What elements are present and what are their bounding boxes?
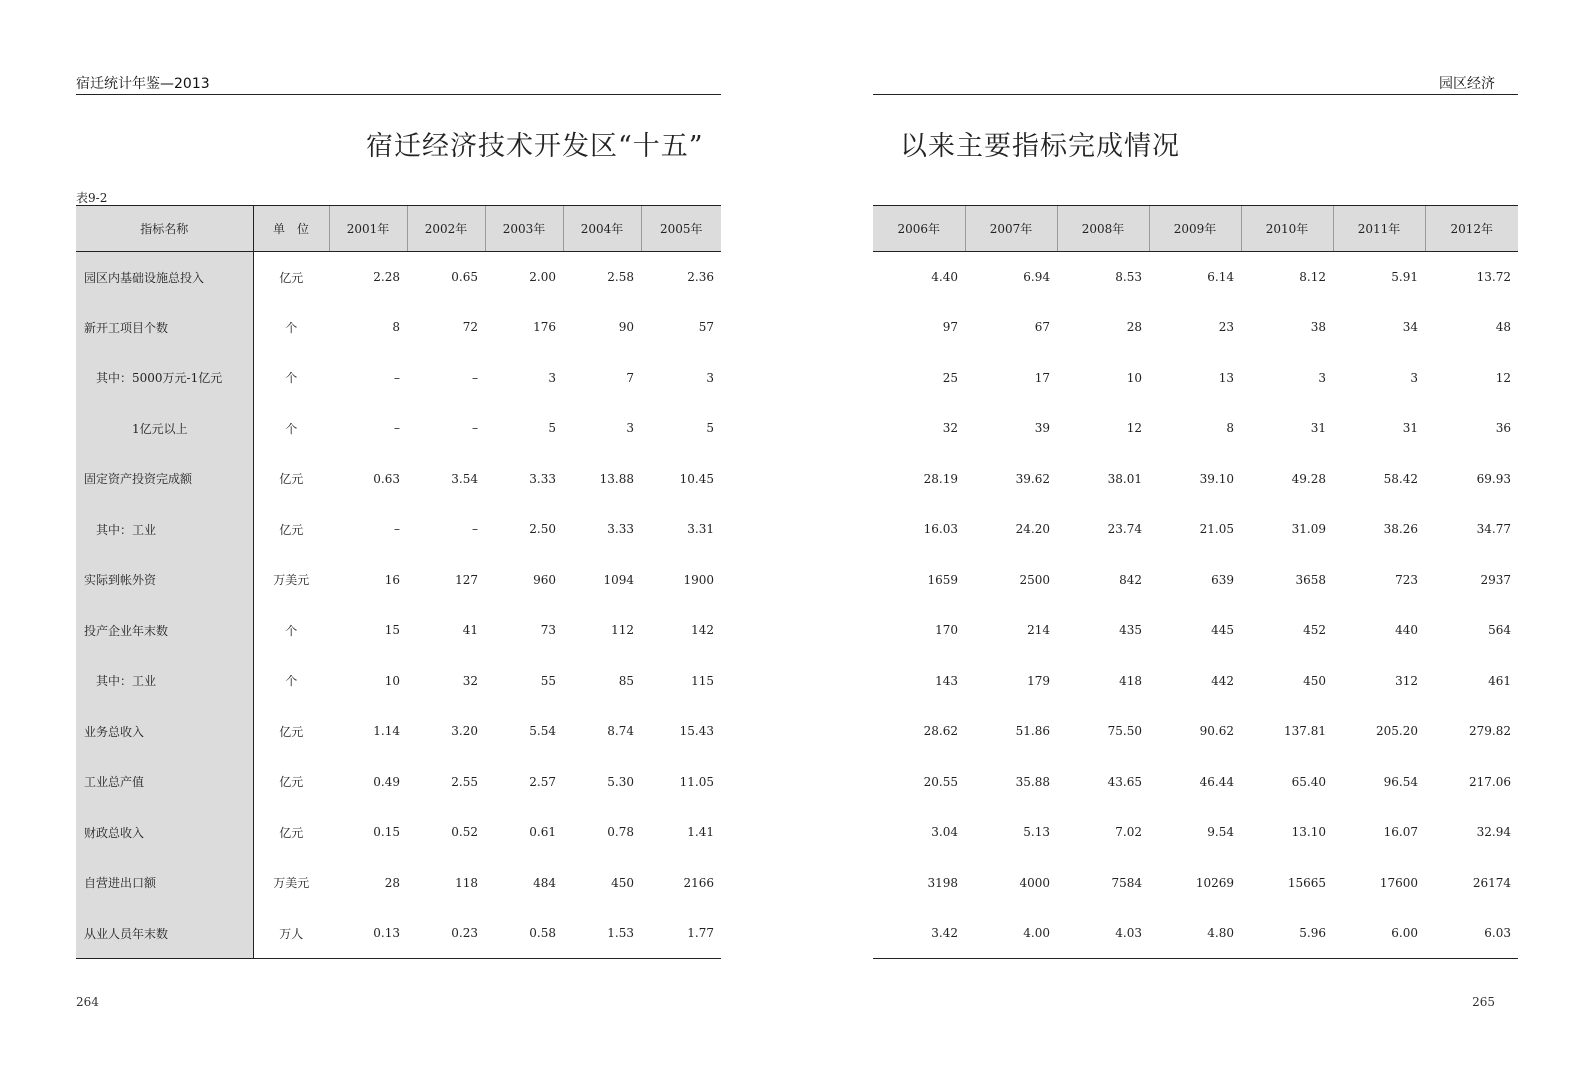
- indicator-name: 实际到帐外资: [76, 555, 253, 606]
- value-cell: 38.01: [1107, 471, 1142, 486]
- value-cell: 15: [384, 623, 400, 638]
- unit-cell: 万美元: [273, 573, 310, 588]
- value-cell: 170: [935, 623, 958, 638]
- value-cell: 6.03: [1425, 908, 1518, 959]
- value-cell: 1094: [603, 572, 634, 587]
- table-row: [76, 555, 721, 606]
- value-cell: 143: [935, 673, 958, 688]
- indicator-name: 园区内基础设施总投入: [76, 252, 253, 303]
- value-cell: 58.42: [1383, 471, 1418, 486]
- table-row: [76, 454, 721, 505]
- table-row: [873, 454, 1518, 505]
- value-cell: 57: [698, 320, 714, 335]
- value-cell: 17: [1034, 370, 1050, 385]
- indicator-name: 固定资产投资完成额: [76, 454, 253, 505]
- value-cell: 36: [1495, 421, 1511, 436]
- table-row: [76, 504, 721, 555]
- value-cell: 39.10: [1199, 471, 1234, 486]
- column-header: 2005年: [641, 206, 721, 252]
- value-cell: –: [472, 522, 478, 537]
- value-cell: 0.58: [485, 908, 563, 959]
- value-cell: 3.31: [687, 522, 714, 537]
- value-cell: 442: [1211, 673, 1234, 688]
- value-cell: 12: [1495, 370, 1511, 385]
- value-cell: 28: [384, 875, 400, 890]
- value-cell: 85: [618, 673, 634, 688]
- value-cell: 38.26: [1383, 522, 1418, 537]
- value-cell: 3: [706, 370, 714, 385]
- value-cell: 0.15: [373, 825, 400, 840]
- table-row: [873, 504, 1518, 555]
- value-cell: 3: [548, 370, 556, 385]
- value-cell: 43.65: [1107, 774, 1142, 789]
- value-cell: 484: [533, 875, 556, 890]
- table-row: [76, 656, 721, 707]
- value-cell: 8.12: [1299, 270, 1326, 284]
- table-row: [873, 706, 1518, 757]
- column-header: 2006年: [873, 206, 965, 252]
- value-cell: 118: [455, 875, 478, 890]
- indicator-name: 自营进出口额: [76, 858, 253, 909]
- value-cell: 2937: [1480, 572, 1511, 587]
- value-cell: 41: [462, 623, 478, 638]
- value-cell: 4.40: [931, 270, 958, 284]
- table-row: [76, 807, 721, 858]
- value-cell: 205.20: [1376, 724, 1418, 739]
- indicator-name: 投产企业年末数: [76, 605, 253, 656]
- value-cell: 8: [1226, 421, 1234, 436]
- value-cell: 217.06: [1469, 774, 1511, 789]
- value-cell: 2.50: [529, 522, 556, 537]
- table-row: [76, 908, 721, 959]
- value-cell: 32: [942, 421, 958, 436]
- value-cell: 115: [691, 673, 714, 688]
- table-row: [76, 605, 721, 656]
- value-cell: 32.94: [1476, 825, 1511, 840]
- unit-cell: 个: [285, 421, 298, 436]
- table-row: [76, 706, 721, 757]
- value-cell: 445: [1211, 623, 1234, 638]
- running-header-right: 园区经济: [1439, 76, 1495, 92]
- indicator-name: 从业人员年末数: [76, 908, 253, 959]
- table-row: [873, 656, 1518, 707]
- column-header: 2011年: [1333, 206, 1425, 252]
- table-row: [76, 403, 721, 454]
- value-cell: 31.09: [1291, 522, 1326, 537]
- value-cell: 13.10: [1291, 825, 1326, 840]
- value-cell: 2.00: [529, 270, 556, 284]
- table-row: [873, 302, 1518, 353]
- value-cell: 2.58: [607, 270, 634, 284]
- value-cell: 3: [1410, 370, 1418, 385]
- value-cell: 2.57: [529, 774, 556, 789]
- value-cell: 31: [1310, 421, 1326, 436]
- indicator-name: 1亿元以上: [76, 403, 253, 454]
- value-cell: 418: [1119, 673, 1142, 688]
- unit-cell: 亿元: [279, 724, 304, 739]
- value-cell: 8.74: [607, 724, 634, 739]
- value-cell: 3: [1318, 370, 1326, 385]
- value-cell: 67: [1034, 320, 1050, 335]
- value-cell: 97: [942, 320, 958, 335]
- table-row: [76, 252, 721, 303]
- value-cell: 24.20: [1015, 522, 1050, 537]
- value-cell: 564: [1488, 623, 1511, 638]
- value-cell: 72: [462, 320, 478, 335]
- value-cell: 3.42: [873, 908, 965, 959]
- value-cell: 13.72: [1476, 270, 1511, 284]
- value-cell: 48: [1495, 320, 1511, 335]
- value-cell: 450: [611, 875, 634, 890]
- column-header: 2007年: [965, 206, 1057, 252]
- indicator-name: 业务总收入: [76, 706, 253, 757]
- value-cell: 10: [384, 673, 400, 688]
- column-header: 2001年: [329, 206, 407, 252]
- value-cell: 0.13: [329, 908, 407, 959]
- value-cell: 49.28: [1291, 471, 1326, 486]
- value-cell: 35.88: [1015, 774, 1050, 789]
- value-cell: 0.23: [407, 908, 485, 959]
- table-row: [873, 858, 1518, 909]
- value-cell: 5.91: [1391, 270, 1418, 284]
- value-cell: 3.20: [451, 724, 478, 739]
- value-cell: 10269: [1195, 875, 1234, 890]
- table-row: [873, 403, 1518, 454]
- table-row: [873, 908, 1518, 959]
- value-cell: 39.62: [1015, 471, 1050, 486]
- column-header: 2010年: [1241, 206, 1333, 252]
- value-cell: 8: [392, 320, 400, 335]
- value-cell: 39: [1034, 421, 1050, 436]
- value-cell: 26174: [1472, 875, 1511, 890]
- value-cell: 16: [384, 572, 400, 587]
- value-cell: 3.54: [451, 471, 478, 486]
- value-cell: 0.49: [373, 774, 400, 789]
- value-cell: 73: [540, 623, 556, 638]
- value-cell: 9.54: [1207, 825, 1234, 840]
- value-cell: 1.14: [373, 724, 400, 739]
- column-header: 2009年: [1149, 206, 1241, 252]
- value-cell: 15.43: [679, 724, 714, 739]
- table-title-right: 以来主要指标完成情况: [900, 131, 1180, 162]
- column-header: 2003年: [485, 206, 563, 252]
- value-cell: 176: [533, 320, 556, 335]
- value-cell: 25: [942, 370, 958, 385]
- value-cell: 16.07: [1383, 825, 1418, 840]
- indicator-name: 其中：工业: [76, 656, 253, 707]
- value-cell: 6.14: [1207, 270, 1234, 284]
- value-cell: 5.54: [529, 724, 556, 739]
- unit-cell: 亿元: [279, 472, 304, 487]
- value-cell: 28.19: [923, 471, 958, 486]
- value-cell: 1.53: [563, 908, 641, 959]
- value-cell: 12: [1126, 421, 1142, 436]
- table-number: 表9-2: [76, 191, 108, 205]
- table-row: [873, 757, 1518, 808]
- value-cell: 7.02: [1115, 825, 1142, 840]
- page-number-left: 264: [76, 995, 99, 1009]
- column-header: 2004年: [563, 206, 641, 252]
- value-cell: 5.96: [1241, 908, 1333, 959]
- table-row: [76, 302, 721, 353]
- value-cell: 38: [1310, 320, 1326, 335]
- value-cell: 28: [1126, 320, 1142, 335]
- value-cell: 1659: [927, 572, 958, 587]
- value-cell: 639: [1211, 572, 1234, 587]
- value-cell: 90.62: [1199, 724, 1234, 739]
- value-cell: 4000: [1019, 875, 1050, 890]
- value-cell: 214: [1027, 623, 1050, 638]
- table-row: [76, 353, 721, 404]
- table-row: [873, 353, 1518, 404]
- indicator-name: 工业总产值: [76, 757, 253, 808]
- value-cell: 3.33: [607, 522, 634, 537]
- value-cell: 723: [1395, 572, 1418, 587]
- header-rule-right: [873, 94, 1518, 95]
- value-cell: 0.63: [373, 471, 400, 486]
- header-row: [873, 206, 1518, 252]
- value-cell: 1.77: [641, 908, 721, 959]
- table-row: [873, 605, 1518, 656]
- column-header: 2012年: [1425, 206, 1518, 252]
- indicator-name: 其中：5000万元-1亿元: [76, 353, 253, 404]
- value-cell: 2.55: [451, 774, 478, 789]
- value-cell: 137.81: [1284, 724, 1326, 739]
- value-cell: 13.88: [599, 471, 634, 486]
- value-cell: 461: [1488, 673, 1511, 688]
- value-cell: –: [394, 370, 400, 385]
- value-cell: 435: [1119, 623, 1142, 638]
- value-cell: 3.04: [931, 825, 958, 840]
- value-cell: 179: [1027, 673, 1050, 688]
- value-cell: –: [472, 370, 478, 385]
- value-cell: 312: [1395, 673, 1418, 688]
- value-cell: 34.77: [1476, 522, 1511, 537]
- value-cell: 69.93: [1476, 471, 1511, 486]
- value-cell: –: [394, 522, 400, 537]
- column-header: 2002年: [407, 206, 485, 252]
- value-cell: 20.55: [923, 774, 958, 789]
- unit-cell: 个: [285, 320, 298, 335]
- value-cell: 452: [1303, 623, 1326, 638]
- value-cell: 75.50: [1107, 724, 1142, 739]
- table-row: [76, 858, 721, 909]
- value-cell: 3.33: [529, 471, 556, 486]
- value-cell: 4.00: [965, 908, 1057, 959]
- header-rule-left: [76, 94, 721, 95]
- unit-cell: 个: [285, 674, 298, 689]
- value-cell: 0.78: [607, 825, 634, 840]
- value-cell: 2166: [683, 875, 714, 890]
- column-header: 单 位: [253, 206, 329, 252]
- value-cell: 8.53: [1115, 270, 1142, 284]
- value-cell: 17600: [1379, 875, 1418, 890]
- value-cell: 5.30: [607, 774, 634, 789]
- running-header-left: 宿迁统计年鉴—2013: [76, 76, 210, 92]
- value-cell: 6.94: [1023, 270, 1050, 284]
- value-cell: 23: [1218, 320, 1234, 335]
- table-row: [873, 555, 1518, 606]
- value-cell: 2.36: [687, 270, 714, 284]
- unit-cell: 万美元: [273, 876, 310, 891]
- unit-cell: 亿元: [279, 825, 304, 840]
- value-cell: 16.03: [923, 522, 958, 537]
- value-cell: 34: [1402, 320, 1418, 335]
- value-cell: 1.41: [687, 825, 714, 840]
- page-number-right: 265: [1472, 995, 1495, 1009]
- column-header: 指标名称: [76, 206, 253, 252]
- value-cell: 10.45: [679, 471, 714, 486]
- value-cell: 6.00: [1333, 908, 1425, 959]
- value-cell: 5: [706, 421, 714, 436]
- value-cell: 3: [626, 421, 634, 436]
- value-cell: 0.52: [451, 825, 478, 840]
- unit-cell: 万人: [253, 908, 329, 959]
- value-cell: 7: [626, 370, 634, 385]
- value-cell: –: [472, 421, 478, 436]
- value-cell: 0.61: [529, 825, 556, 840]
- value-cell: 4.03: [1057, 908, 1149, 959]
- value-cell: 23.74: [1107, 522, 1142, 537]
- indicator-name: 财政总收入: [76, 807, 253, 858]
- value-cell: 65.40: [1291, 774, 1326, 789]
- value-cell: 450: [1303, 673, 1326, 688]
- column-header: 2008年: [1057, 206, 1149, 252]
- value-cell: 5.13: [1023, 825, 1050, 840]
- value-cell: 1900: [683, 572, 714, 587]
- value-cell: 127: [455, 572, 478, 587]
- value-cell: 4.80: [1149, 908, 1241, 959]
- value-cell: 11.05: [679, 774, 714, 789]
- indicator-name: 其中：工业: [76, 504, 253, 555]
- value-cell: 3198: [927, 875, 958, 890]
- header-row: [76, 206, 721, 252]
- value-cell: 90: [618, 320, 634, 335]
- value-cell: 279.82: [1469, 724, 1511, 739]
- value-cell: 2500: [1019, 572, 1050, 587]
- value-cell: 3658: [1295, 572, 1326, 587]
- indicator-table-left: [76, 205, 721, 959]
- value-cell: –: [394, 421, 400, 436]
- value-cell: 32: [462, 673, 478, 688]
- value-cell: 96.54: [1383, 774, 1418, 789]
- value-cell: 31: [1402, 421, 1418, 436]
- value-cell: 46.44: [1199, 774, 1234, 789]
- unit-cell: 亿元: [279, 270, 304, 285]
- value-cell: 21.05: [1199, 522, 1234, 537]
- unit-cell: 个: [285, 623, 298, 638]
- value-cell: 51.86: [1015, 724, 1050, 739]
- value-cell: 10: [1126, 370, 1142, 385]
- value-cell: 842: [1119, 572, 1142, 587]
- value-cell: 55: [540, 673, 556, 688]
- value-cell: 112: [611, 623, 634, 638]
- value-cell: 960: [533, 572, 556, 587]
- value-cell: 5: [548, 421, 556, 436]
- value-cell: 2.28: [373, 270, 400, 284]
- table-row: [873, 807, 1518, 858]
- value-cell: 440: [1395, 623, 1418, 638]
- table-title-left: 宿迁经济技术开发区“十五”: [366, 131, 704, 162]
- table-row: [76, 757, 721, 808]
- value-cell: 15665: [1287, 875, 1326, 890]
- unit-cell: 亿元: [279, 522, 304, 537]
- unit-cell: 亿元: [279, 775, 304, 790]
- value-cell: 13: [1218, 370, 1234, 385]
- value-cell: 28.62: [923, 724, 958, 739]
- indicator-name: 新开工项目个数: [76, 302, 253, 353]
- table-row: [873, 252, 1518, 303]
- unit-cell: 个: [285, 371, 298, 386]
- indicator-table-right: [873, 205, 1518, 959]
- value-cell: 7584: [1111, 875, 1142, 890]
- value-cell: 142: [691, 623, 714, 638]
- value-cell: 0.65: [451, 270, 478, 284]
